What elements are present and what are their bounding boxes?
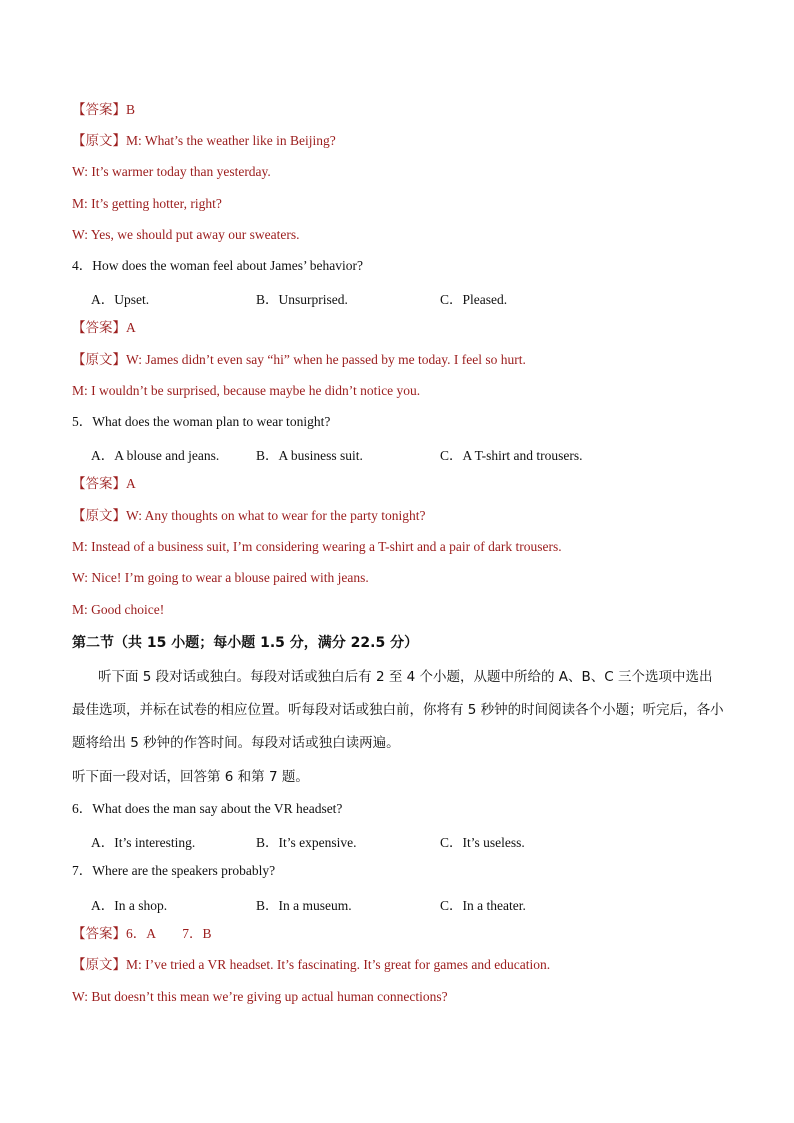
question-4: 4．How does the woman feel about James’ behavior? <box>72 258 364 273</box>
instructions-paragraph: 听下面 5 段对话或独白。每段对话或独白后有 2 至 4 个小题，从题中所给的 A、B、C 三个选项中选出最佳选项，并标在试卷的相应位置。听每段对话或独白前，你将有 5 秒钟的时间阅读各个小题；听完后，各小题将给出 5 秒钟的作答时间。每段对话或独白读两遍。 <box>72 669 724 751</box>
transcript-line: 【原文】W: Any thoughts on what to wear for the party tonight? <box>72 508 426 523</box>
section-heading: 第二节（共 15 小题；每小题 1.5 分，满分 22.5 分） <box>72 635 419 651</box>
option-6a: A．It’s interesting. <box>91 835 196 850</box>
answer-line: 【答案】B <box>72 102 136 117</box>
transcript-line: W: It’s warmer today than yesterday. <box>72 164 271 179</box>
answer-line: 【答案】A <box>72 476 136 491</box>
option-5c: C．A T-shirt and trousers. <box>440 448 583 463</box>
transcript-line: 【原文】M: I’ve tried a VR headset. It’s fascinating. It’s great for games and education. <box>72 957 551 972</box>
option-7b: B．In a museum. <box>256 898 352 913</box>
transcript-line: W: But doesn’t this mean we’re giving up actual human connections? <box>72 989 448 1004</box>
option-6b: B．It’s expensive. <box>256 835 357 850</box>
transcript-line: M: Good choice! <box>72 602 165 617</box>
transcript-line: W: Nice! I’m going to wear a blouse paired with jeans. <box>72 570 369 585</box>
option-4c: C．Pleased. <box>440 292 508 307</box>
option-4b: B．Unsurprised. <box>256 292 348 307</box>
transcript-line: W: Yes, we should put away our sweaters. <box>72 227 300 242</box>
option-5b: B．A business suit. <box>256 448 363 463</box>
transcript-line: M: Instead of a business suit, I’m considering wearing a T-shirt and a pair of dark trousers. <box>72 539 562 554</box>
transcript-line: M: I wouldn’t be surprised, because maybe he didn’t notice you. <box>72 383 421 398</box>
transcript-line: M: It’s getting hotter, right? <box>72 196 222 211</box>
transcript-line: 【原文】W: James didn’t even say “hi” when he passed by me today. I feel so hurt. <box>72 352 526 367</box>
option-7c: C．In a theater. <box>440 898 526 913</box>
answer-line: 【答案】6．A 7．B <box>72 926 212 941</box>
question-6: 6．What does the man say about the VR headset? <box>72 801 343 816</box>
option-5a: A．A blouse and jeans. <box>91 448 220 463</box>
answer-line: 【答案】A <box>72 320 136 335</box>
option-7a: A．In a shop. <box>91 898 168 913</box>
option-6c: C．It’s useless. <box>440 835 525 850</box>
transcript-line: 【原文】M: What’s the weather like in Beijing? <box>72 133 336 148</box>
question-5: 5．What does the woman plan to wear tonight? <box>72 414 331 429</box>
question-7: 7．Where are the speakers probably? <box>72 863 276 878</box>
option-4a: A．Upset. <box>91 292 150 307</box>
listen-instruction: 听下面一段对话，回答第 6 和第 7 题。 <box>72 769 309 785</box>
